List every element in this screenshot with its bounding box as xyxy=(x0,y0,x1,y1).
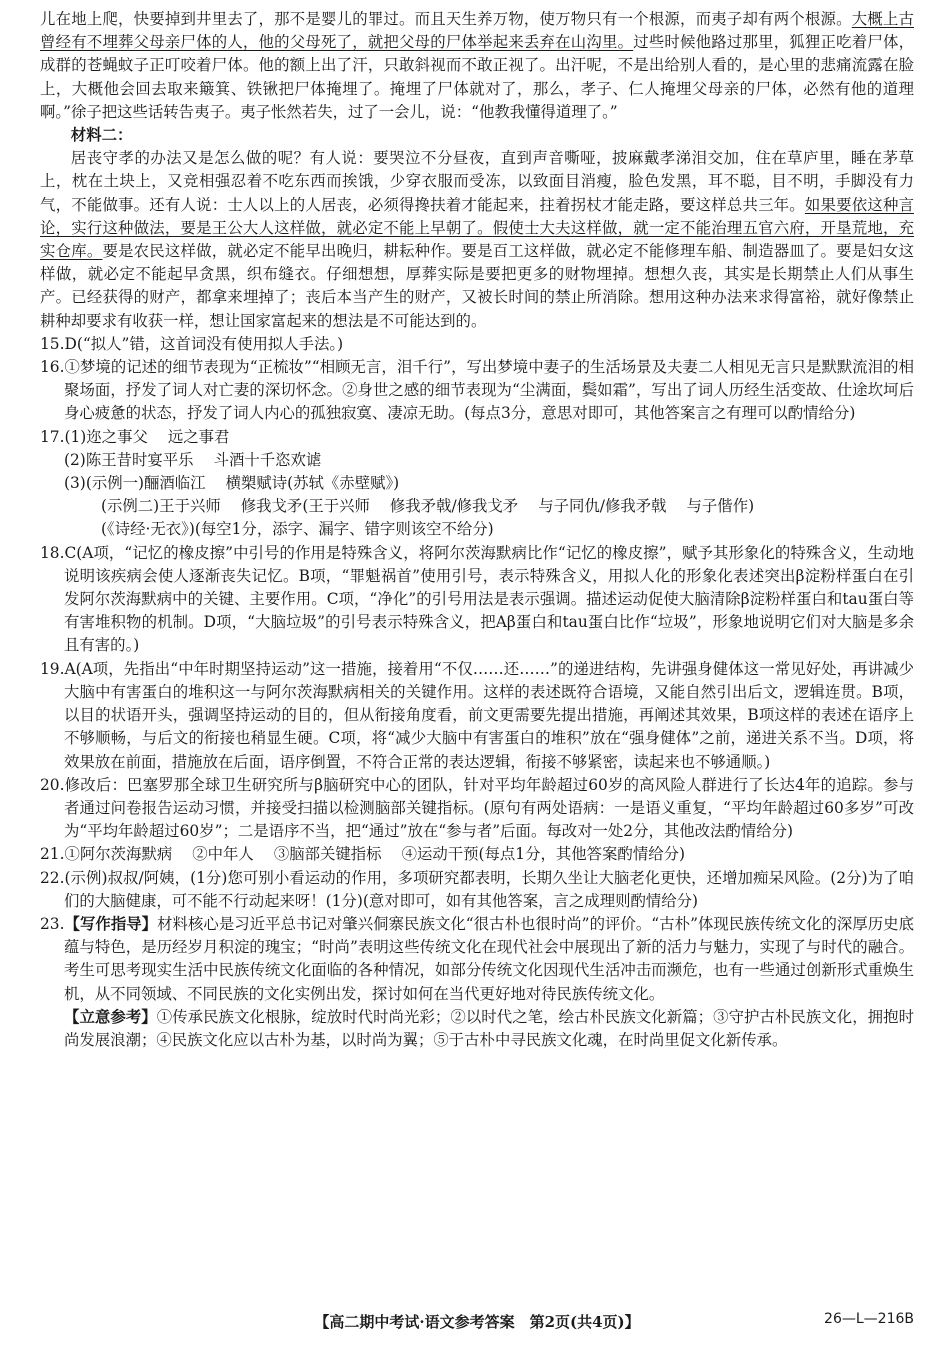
answer-17-3-label: (3) xyxy=(64,474,86,493)
answer-21-a: ①阿尔茨海默病 xyxy=(64,845,173,864)
material-one-text: 儿在地上爬，快要掉到井里去了，那不是婴儿的罪过。而且天生养万物，使万物只有一个根源，而夷子却有两个根源。 xyxy=(40,10,852,28)
answer-21-d: ④运动干预(每点1分，其他答案酌情给分) xyxy=(401,845,686,864)
material-two-paragraph xyxy=(40,147,914,333)
answer-17-3-ex1b: 横槊赋诗(苏轼《赤壁赋》) xyxy=(225,474,400,493)
answer-19: 19.A(A项，先指出“中年时期坚持运动”这一措施，接着用“不仅……还……”的递进结构，先讲强身健体这一常见好处，再讲减少大脑中有害蛋白的堆积这一与阿尔茨海默病相关的关键作用。这样的表述既符合语境，又能自然引出后文，逻辑连贯。B项，以目的状语开头，强调坚持运动的目的，但从衔接角度看，前文更需要先提出措施，再阐述其效果，B项这样的表述在语序上不够顺畅，与后文的衔接也稍显生硬。C项，将“减少大脑中有害蛋白的堆积”放在“强身健体”之前，递进关系不当。D项，将效果放在前面，措施放在后面，语序倒置，不符合正常的表达逻辑，衔接不够紧密，读起来也不够通顺。) xyxy=(40,659,914,771)
page-footer xyxy=(40,1311,914,1335)
answer-17-3-ex2c: 修我矛戟/修我戈矛 xyxy=(389,497,519,516)
theme-reference-text: ①传承民族文化根脉，绽放时代时尚光彩；②以时代之笔，绘古朴民族文化新篇；③守护古朴民族文化，拥抱时尚发展浪潮；④民族文化应以古朴为基，以时尚为翼；⑤于古朴中寻民族文化魂，在时尚里促文化新传承。 xyxy=(64,1007,914,1049)
answer-16: 16.①梦境的记述的细节表现为“正梳妆”“相顾无言，泪千行”，写出梦境中妻子的生活场景及夫妻二人相见无言只是默默流泪的相聚场面，抒发了词人对亡妻的深切怀念。②身世之感的细节表现为“尘满面，鬓如霜”，写出了词人历经生活变故、仕途坎坷后身心疲惫的状态，抒发了词人内心的孤独寂寞、凄凉无助。(每点3分，意思对即可，其他答案言之有理可以酌情给分) xyxy=(40,358,914,423)
answer-21-label: 21. xyxy=(40,845,65,864)
answer-17-label: 17.(1) xyxy=(40,427,87,446)
answer-17-3-example-1 xyxy=(40,472,914,495)
answer-17-1-b: 远之事君 xyxy=(167,427,230,446)
answer-17-3-ex2: (示例二)王于兴师 xyxy=(101,497,221,516)
material-one-tail xyxy=(40,8,914,124)
answer-17-3-ex2b: 修我戈矛(王于兴师 xyxy=(240,497,370,516)
answer-17-2-b: 斗酒十千恣欢谑 xyxy=(213,450,322,469)
answer-21 xyxy=(40,843,914,866)
answer-21-b: ②中年人 xyxy=(192,845,254,864)
answer-23-guidance xyxy=(40,913,914,1006)
material-two-underlined: 假使士大夫这样做，就一定不能治理五官六府，开垦荒地，充实仓库。 xyxy=(40,218,914,261)
material-one-text: 过些时候他路过那里，狐狸正吃着尸体，成群的苍蝇蚊子正叮咬着尸体。他的额上出了汗，只敢斜视而不敢正视了。出汗呢，不是出给别人看的，是心里的悲痛流露在脸上，大概他会回去取来簸箕、铁锹把尸体掩埋了。掩埋了尸体就对了，那么，孝子、仁人掩埋父母亲的尸体，必然有他的道理啊。”徐子把这些话转告夷子。夷子怅然若失，过了一会儿，说：“他教我懂得道理了。” xyxy=(40,33,914,121)
answer-page xyxy=(40,8,914,1052)
answer-17-2 xyxy=(40,449,914,472)
material-one-underlined: 大概上古曾经有不埋葬父母亲尸体的人，他的父母死了，就把父母的尸体举起来丢弃在山沟里。 xyxy=(40,10,914,52)
answer-15: 15.D(“拟人”错，这首词没有使用拟人手法。) xyxy=(40,334,344,353)
material-two-underlined: 如果要依这种言论，实行这种做法，要是王公大人这样做，就必定不能上早朝了。 xyxy=(40,195,914,237)
answer-23-label: 23. xyxy=(40,914,65,933)
answer-17-2-a: 陈王昔时宴平乐 xyxy=(85,450,194,469)
material-two-heading: 材料二： xyxy=(70,126,133,145)
answer-21-c: ③脑部关键指标 xyxy=(273,845,382,864)
answer-17-3-ex2e: 与子偕作) xyxy=(686,497,755,516)
footer-code: 26—L—216B xyxy=(824,1311,914,1327)
answer-22: 22.(示例)叔叔/阿姨，(1分)您可别小看运动的作用，多项研究都表明，长期久坐让大脑老化更快，还增加痴呆风险。(2分)为了咱们的大脑健康，可不能不行动起来呀！(1分)(意对即可，如有其他答案，言之成理则酌情给分) xyxy=(40,868,914,910)
material-two-text: 居丧守孝的办法又是怎么做的呢？有人说：要哭泣不分昼夜，直到声音嘶哑，披麻戴孝涕泪交加，住在草庐里，睡在茅草上，枕在土块上，又竞相强忍着不吃东西而挨饿，少穿衣服而受冻，以致面目消瘦，脸色发黑，耳不聪，目不明，手脚没有力气，不能做事。还有人说：士人以上的人居丧，必须得搀扶着才能起来，拄着拐杖才能走路，要这样总共三年。 xyxy=(40,149,914,214)
answer-17-2-label: (2) xyxy=(64,450,86,469)
answer-18: 18.C(A项，“记忆的橡皮擦”中引号的作用是特殊含义，将阿尔茨海默病比作“记忆的橡皮擦”，赋予其形象化的特殊含义，生动地说明该疾病会使人逐渐丧失记忆。B项，“罪魁祸首”使用引号，表示特殊含义，用拟人化的形象化表述突出β淀粉样蛋白在引发阿尔茨海默病中的关键、主要作用。C项，“净化”的引号用法是表示强调。描述运动促使大脑清除β淀粉样蛋白和tau蛋白等有害堆积物的机制。D项，“大脑垃圾”的引号表示特殊含义，把Aβ蛋白和tau蛋白比作“垃圾”，形象地说明它们对大脑是多余且有害的。) xyxy=(40,543,914,655)
writing-guide-tag: 【写作指导】 xyxy=(64,914,158,933)
answer-20: 20.修改后：巴塞罗那全球卫生研究所与β脑研究中心的团队，针对平均年龄超过60岁的高风险人群进行了长达4年的追踪。参与者通过问卷报告运动习惯，并接受扫描以检测脑部关键指标。(原句有两处语病：一是语义重复，“平均年龄超过60多岁”可改为“平均年龄超过60岁”；二是语序不当，把“通过”放在“参与者”后面。每改对一处2分，其他改法酌情给分) xyxy=(40,775,914,841)
answer-17-3-example-2 xyxy=(40,495,914,518)
answer-17-3-ex1: (示例一)酾酒临江 xyxy=(85,474,206,493)
theme-reference-tag: 【立意参考】 xyxy=(64,1007,157,1026)
footer-title: 【高二期中考试·语文参考答案 第2页(共4页)】 xyxy=(314,1313,640,1331)
answer-17-1 xyxy=(40,426,914,449)
answer-23-themes xyxy=(40,1006,914,1052)
material-two-text: 要是农民这样做，就必定不能早出晚归，耕耘种作。要是百工这样做，就必定不能修理车船、制造器皿了。要是妇女这样做，就必定不能起早贪黑，织布缝衣。仔细想想，厚葬实际是要把更多的财物埋掉。想想久丧，其实是长期禁止人们从事生产。已经获得的财产，都拿来埋掉了；丧后本当产生的财产，又被长时间的禁止所消除。想用这种办法来求得富裕，就好像禁止耕种却要求有收获一样，想让国家富起来的想法是不可能达到的。 xyxy=(40,242,914,330)
answer-17-3-note: (《诗经·无衣》)(每空1分，添字、漏字、错字则该空不给分) xyxy=(101,520,494,539)
answer-17-1-a: 迩之事父 xyxy=(86,427,148,446)
writing-guide-text: 材料核心是习近平总书记对肇兴侗寨民族文化“很古朴也很时尚”的评价。“古朴”体现民族传统文化的深厚历史底蕴与特色，是历经岁月积淀的瑰宝；“时尚”表明这些传统文化在现代社会中展现出了新的活力与魅力，实现了与时代的融合。考生可思考现实生活中民族传统文化面临的各种情况，如部分传统文化因现代生活冲击而濒危，也有一些通过创新形式重焕生机，从不同领域、不同民族的文化实例出发，探讨如何在当代更好地对待民族传统文化。 xyxy=(64,914,914,1003)
answer-17-3-ex2d: 与子同仇/修我矛戟 xyxy=(538,497,667,516)
